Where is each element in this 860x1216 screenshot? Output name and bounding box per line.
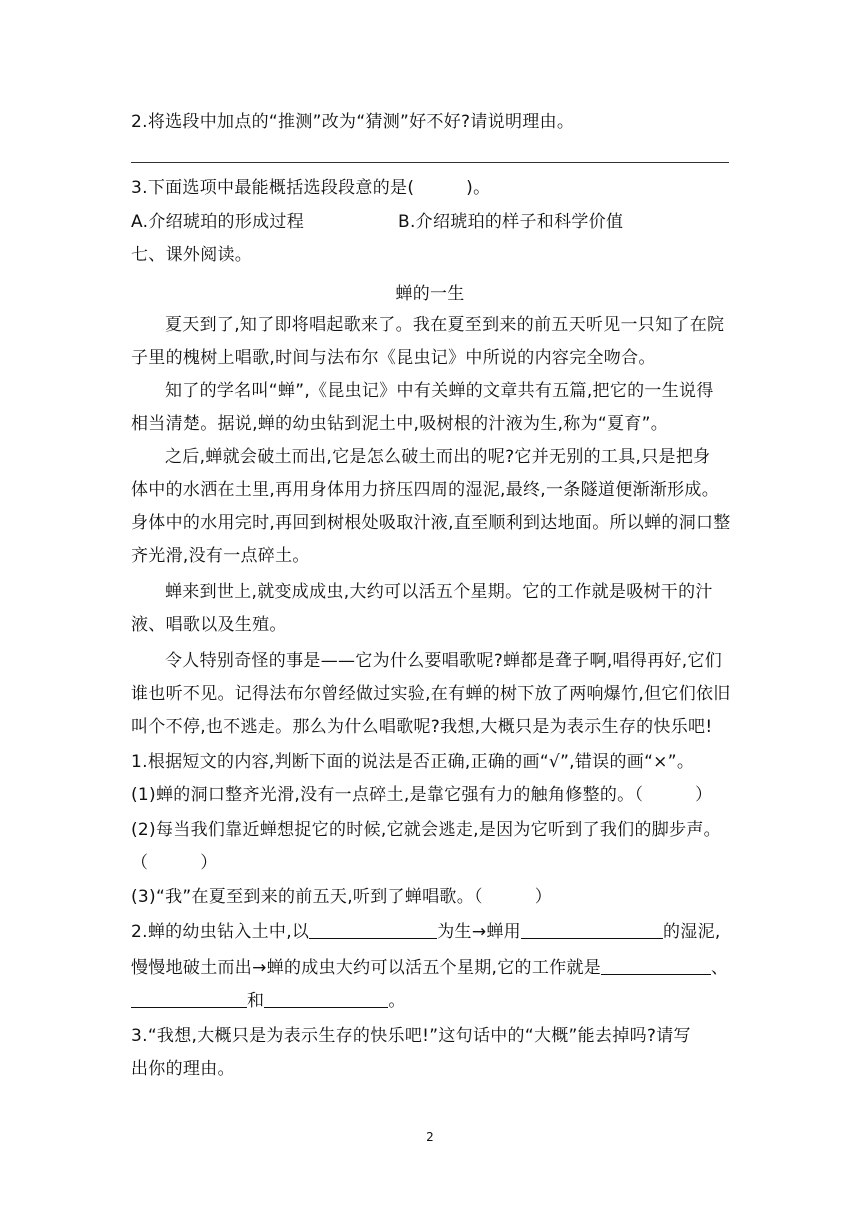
question-3-line-2: 出你的理由。 <box>131 1059 235 1079</box>
q2-text: 、 <box>711 958 729 978</box>
fill-blank-3[interactable] <box>601 956 711 975</box>
section-heading: 七、课外阅读。 <box>131 245 253 265</box>
question-2-prev: 2.将选段中加点的“推测”改为“猜测”好不好?请说明理由。 <box>131 112 575 132</box>
passage-line: 夏天到了,知了即将唱起歌来了。我在夏至到来的前五天听见一只知了在院 <box>165 315 725 335</box>
passage-line: 身体中的水用完时,再回到树根处吸取汁液,直至顺利到达地面。所以蝉的洞口整 <box>131 513 731 533</box>
question-3-prev: 3.下面选项中最能概括选段段意的是( )。 <box>131 178 491 198</box>
passage-line: 液、唱歌以及生殖。 <box>131 615 287 635</box>
passage-line: 谁也听不见。记得法布尔曾经做过实验,在有蝉的树下放了两响爆竹,但它们依旧 <box>131 684 731 704</box>
question-1-item-2: (2)每当我们靠近蝉想捉它的时候,它就会逃走,是因为它听到了我们的脚步声。 <box>131 820 721 840</box>
fill-blank-5[interactable] <box>264 989 388 1008</box>
page-number: 2 <box>426 1130 434 1144</box>
question-1-item-3[interactable]: (3)“我”在夏至到来的前五天,听到了蝉唱歌。（ ） <box>131 887 552 907</box>
fill-blank-4[interactable] <box>131 989 247 1008</box>
question-2-line-2 <box>131 956 728 980</box>
question-2-line-1 <box>131 920 721 944</box>
q2-text: 的湿泥, <box>662 922 721 942</box>
passage-line: 令人特别奇怪的事是——它为什么要唱歌呢?蝉都是聋子啊,唱得再好,它们 <box>165 651 723 671</box>
q2-text: 慢慢地破土而出→蝉的成虫大约可以活五个星期,它的工作就是 <box>131 958 602 978</box>
answer-line[interactable] <box>131 162 729 163</box>
q2-text: 和 <box>247 991 265 1011</box>
passage-line: 相当清楚。据说,蝉的幼虫钻到泥土中,吸树根的汁液为生,称为“夏育”。 <box>131 414 669 434</box>
question-1-item-1[interactable]: (1)蝉的洞口整齐光滑,没有一点碎土,是靠它强有力的触角修整的。（ ） <box>131 785 713 805</box>
fill-blank-2[interactable] <box>521 920 663 939</box>
passage-line: 之后,蝉就会破土而出,它是怎么破土而出的呢?它并无别的工具,只是把身 <box>165 447 711 467</box>
question-3-line-1: 3.“我想,大概只是为表示生存的快乐吧!”这句话中的“大概”能去掉吗?请写 <box>131 1026 691 1046</box>
question-1-item-2-bracket[interactable]: （ ） <box>131 853 218 873</box>
q2-text: 为生→蝉用 <box>437 922 521 942</box>
option-b: B.介绍琥珀的样子和科学价值 <box>398 212 624 232</box>
passage-line: 叫个不停,也不逃走。那么为什么唱歌呢?我想,大概只是为表示生存的快乐吧! <box>131 717 713 737</box>
fill-blank-1[interactable] <box>309 920 437 939</box>
passage-title: 蝉的一生 <box>395 284 465 304</box>
passage-line: 知了的学名叫“蝉”,《昆虫记》中有关蝉的文章共有五篇,把它的一生说得 <box>165 381 714 401</box>
passage-line: 子里的槐树上唱歌,时间与法布尔《昆虫记》中所说的内容完全吻合。 <box>131 348 656 368</box>
passage-line: 蝉来到世上,就变成成虫,大约可以活五个星期。它的工作就是吸树干的汁 <box>165 582 713 602</box>
question-2-line-3 <box>131 989 406 1013</box>
q2-text: 2.蝉的幼虫钻入土中,以 <box>131 922 310 942</box>
passage-line: 体中的水洒在土里,再用身体用力挤压四周的湿泥,最终,一条隧道便渐渐形成。 <box>131 480 720 500</box>
q2-text: 。 <box>388 991 406 1011</box>
option-a: A.介绍琥珀的形成过程 <box>131 212 305 232</box>
question-1: 1.根据短文的内容,判断下面的说法是否正确,正确的画“√”,错误的画“×”。 <box>131 752 695 772</box>
passage-line: 齐光滑,没有一点碎土。 <box>131 546 310 566</box>
